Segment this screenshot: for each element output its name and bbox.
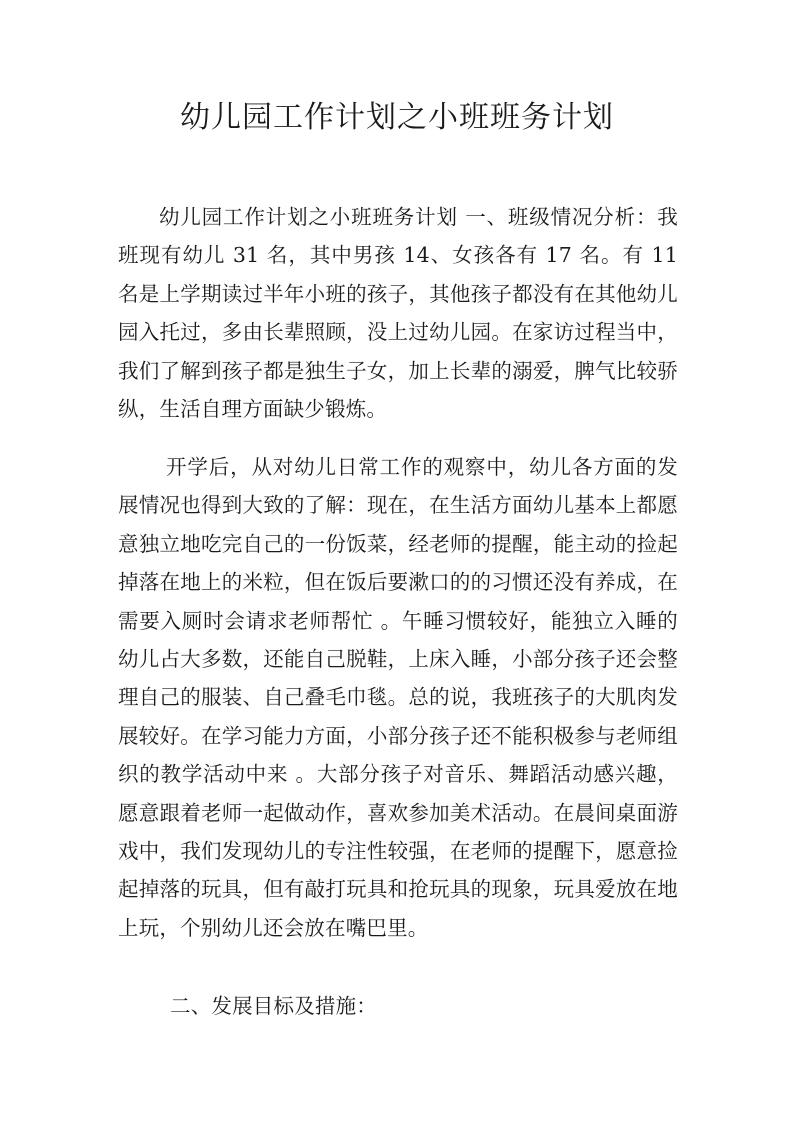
paragraph-class-analysis: 幼儿园工作计划之小班班务计划 一、班级情况分析：我班现有幼儿 31 名，其中男孩 14、女孩各有 17 名。有 11 名是上学期读过半年小班的孩子，其他孩子都没有在其他幼儿园入托过，多由长辈照顾，没上过幼儿园。在家访过程当中，我们了解到孩子都是独生子女，加上长辈的溺爱，脾气比较骄纵，生活自理方面缺少锻炼。 — [118, 205, 678, 422]
section-heading-goals: 二、发展目标及措施： — [170, 994, 377, 1018]
document-title: 幼儿园工作计划之小班班务计划 — [180, 100, 614, 135]
paragraph-observation: 开学后，从对幼儿日常工作的观察中，幼儿各方面的发展情况也得到大致的了解：现在，在生活方面幼儿基本上都愿意独立地吃完自己的一份饭菜，经老师的提醒，能主动的捡起掉落在地上的米粒，但在饭后要漱口的的习惯还没有养成，在需要入厕时会请求老师帮忙 。午睡习惯较好，能独立入睡的幼儿占大多数，还能自己脱鞋，上床入睡，小部分孩子还会整理自己的服装、自己叠毛巾毯。总的说，我班孩子的大肌肉发展较好。在学习能力方面，小部分孩子还不能积极参与老师组织的教学活动中来 。大部分孩子对音乐、舞蹈活动感兴趣，愿意跟着老师一起做动作，喜欢参加美术活动。在晨间桌面游戏中，我们发现幼儿的专注性较强，在老师的提醒下，愿意捡起掉落的玩具，但有敲打玩具和抢玩具的现象，玩具爱放在地上玩，个别幼儿还会放在嘴巴里。 — [118, 455, 678, 940]
